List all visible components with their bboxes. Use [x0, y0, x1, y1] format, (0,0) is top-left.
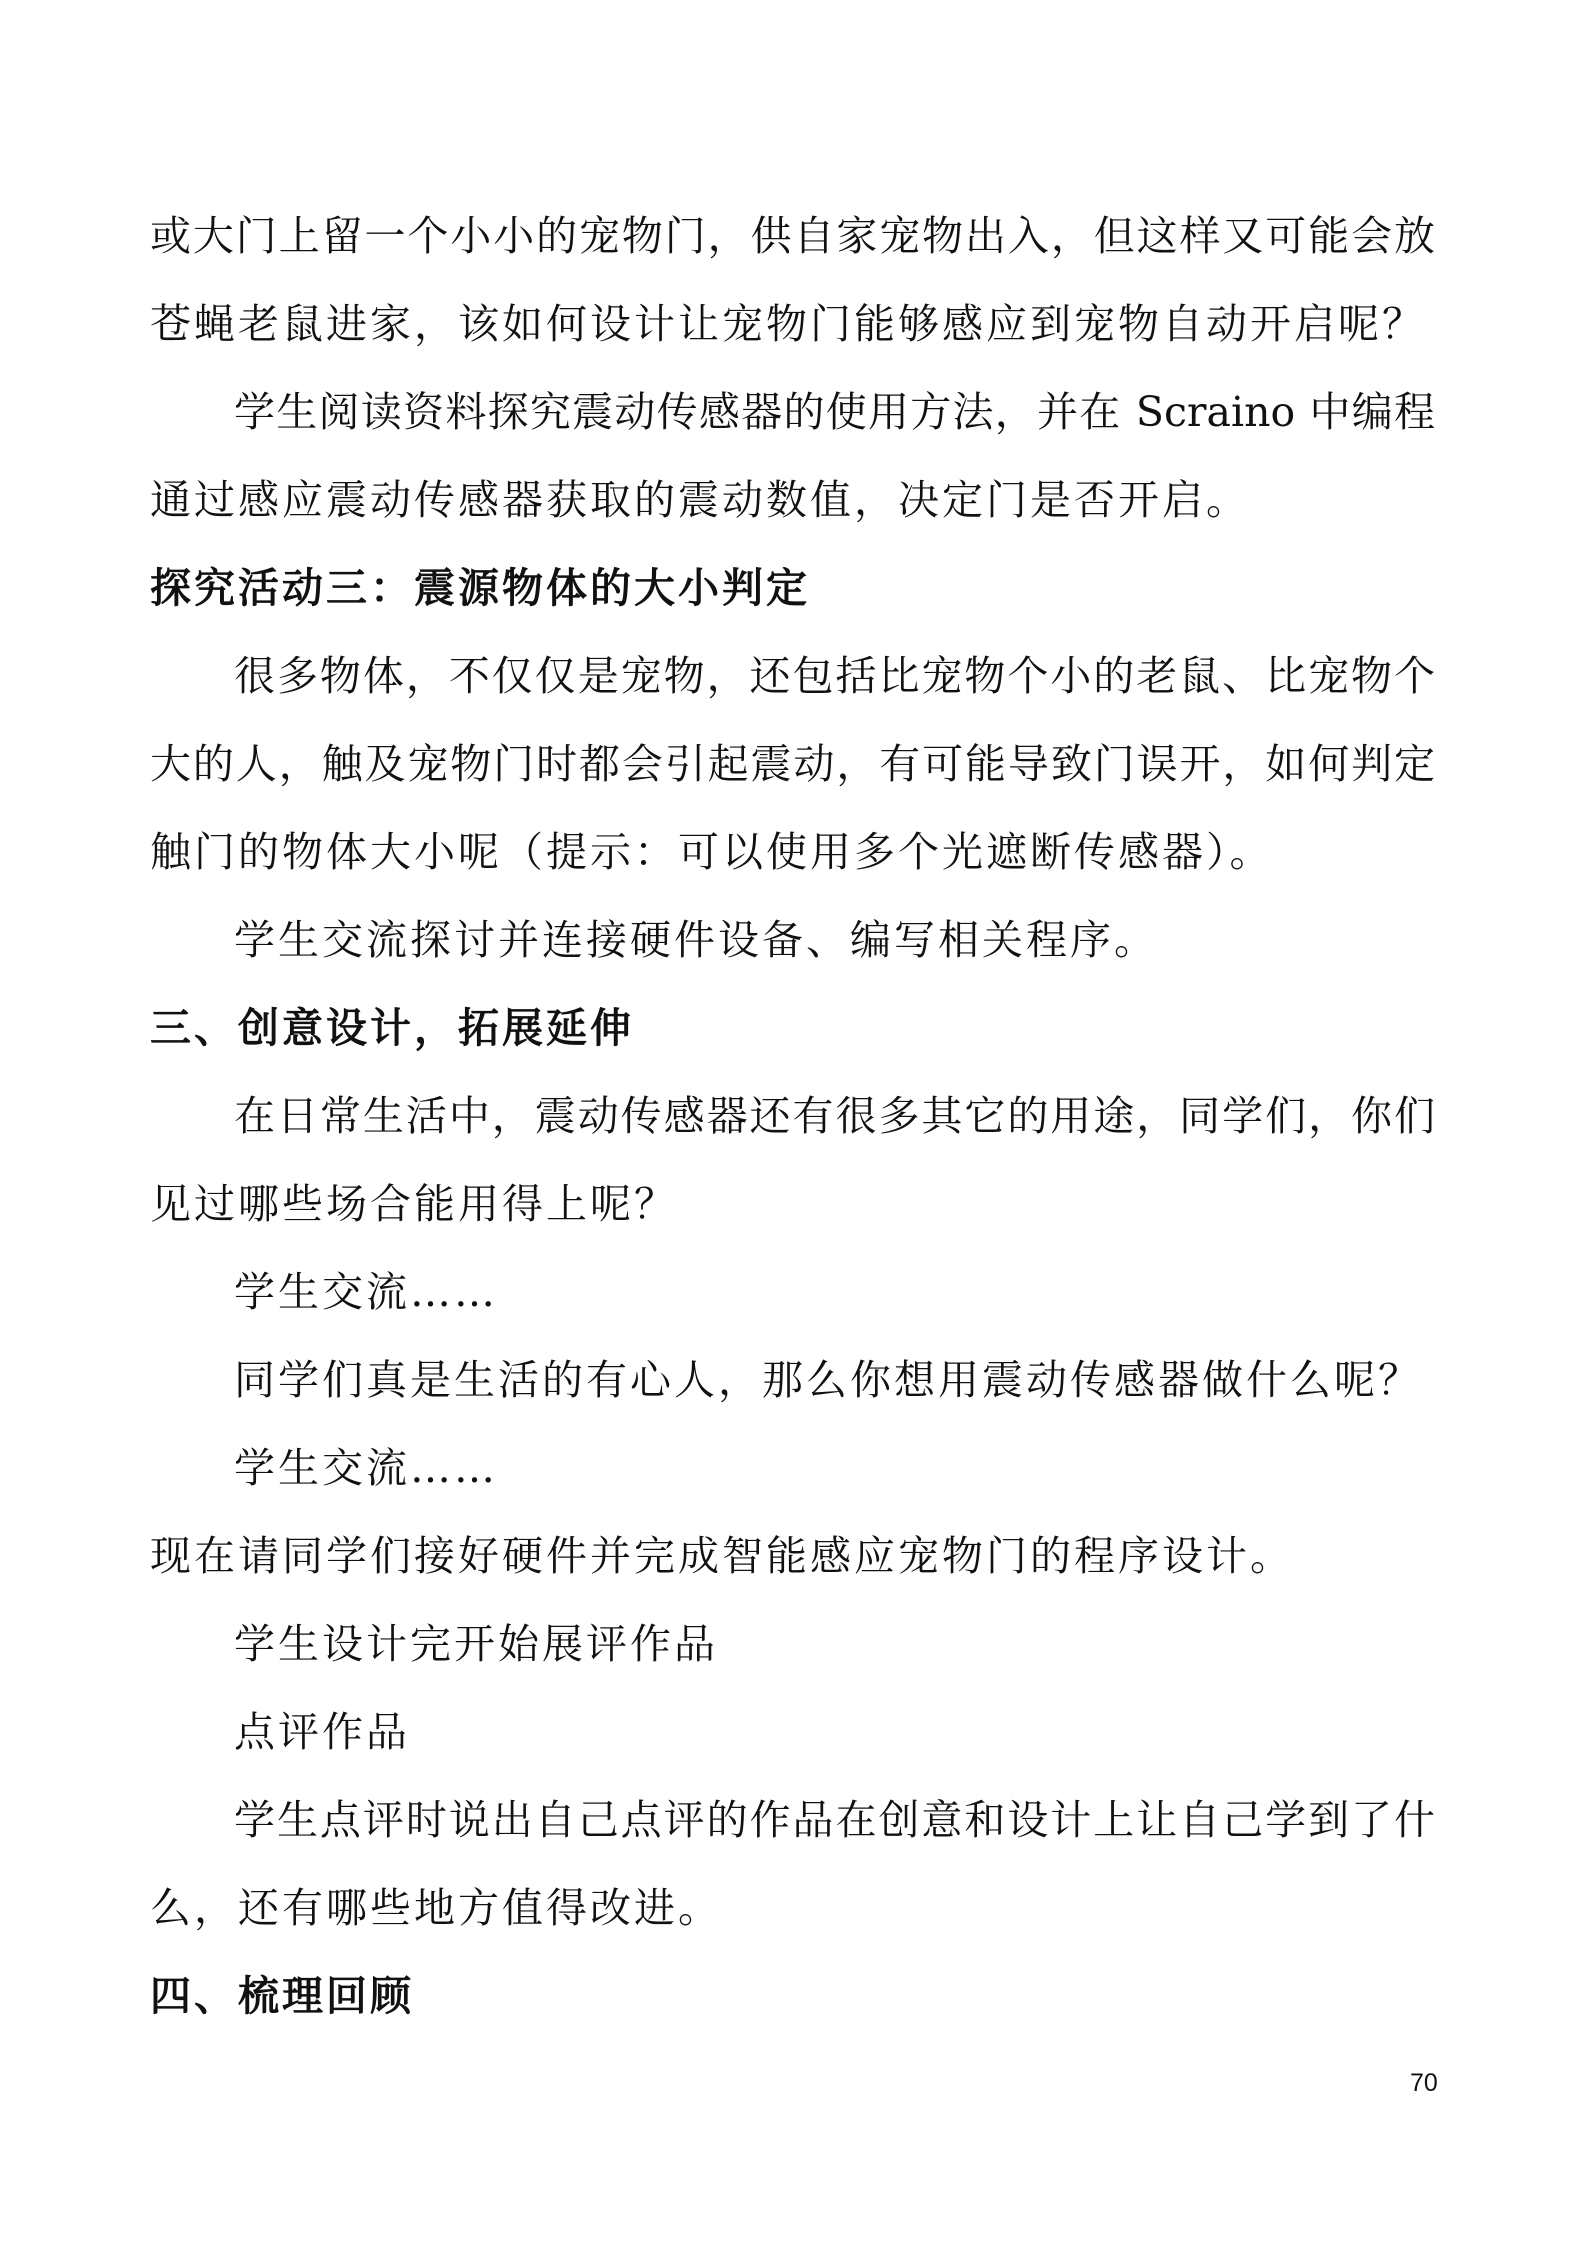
paragraph-line: 学生阅读资料探究震动传感器的使用方法，并在 Scraino 中编程 [234, 388, 1435, 436]
section-heading: 探究活动三：震源物体的大小判定 [150, 564, 810, 612]
paragraph-line: 学生设计完开始展评作品 [234, 1620, 718, 1668]
paragraph-line: 同学们真是生活的有心人，那么你想用震动传感器做什么呢？ [234, 1356, 1422, 1404]
paragraph-line: 学生交流探讨并连接硬件设备、编写相关程序。 [234, 916, 1158, 964]
paragraph-line: 触门的物体大小呢（提示：可以使用多个光遮断传感器）。 [150, 828, 1274, 876]
paragraph-line: 在日常生活中，震动传感器还有很多其它的用途，同学们，你们 [234, 1092, 1435, 1140]
paragraph-line: 大的人，触及宠物门时都会引起震动，有可能导致门误开，如何判定 [150, 740, 1435, 788]
paragraph-line: 通过感应震动传感器获取的震动数值，决定门是否开启。 [150, 476, 1250, 524]
section-heading: 四、梳理回顾 [150, 1972, 414, 2020]
page-number: 70 [1410, 2069, 1438, 2097]
paragraph-line: 学生交流…… [234, 1268, 498, 1316]
section-heading: 三、创意设计，拓展延伸 [150, 1004, 634, 1052]
paragraph-line: 很多物体，不仅仅是宠物，还包括比宠物个小的老鼠、比宠物个 [234, 652, 1435, 700]
paragraph-line: 苍蝇老鼠进家，该如何设计让宠物门能够感应到宠物自动开启呢？ [150, 300, 1426, 348]
paragraph-line: 学生交流…… [234, 1444, 498, 1492]
paragraph-line: 学生点评时说出自己点评的作品在创意和设计上让自己学到了什 [234, 1796, 1435, 1844]
paragraph-line: 么，还有哪些地方值得改进。 [150, 1884, 722, 1932]
paragraph-line: 点评作品 [234, 1708, 410, 1756]
paragraph-line: 或大门上留一个小小的宠物门，供自家宠物出入，但这样又可能会放 [150, 212, 1435, 260]
paragraph-line: 见过哪些场合能用得上呢？ [150, 1180, 678, 1228]
paragraph-line: 现在请同学们接好硬件并完成智能感应宠物门的程序设计。 [150, 1532, 1294, 1580]
